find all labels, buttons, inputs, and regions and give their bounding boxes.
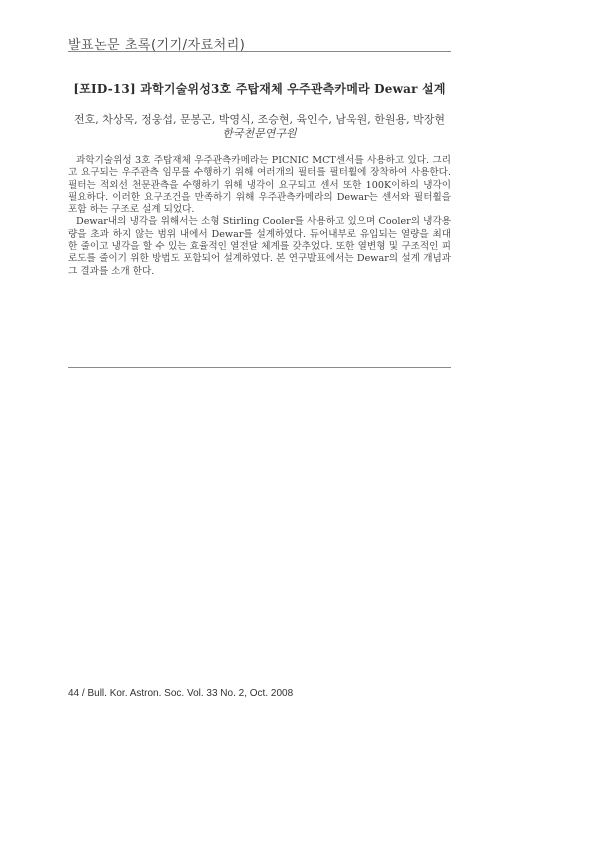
abstract-block (68, 80, 451, 278)
abstract-end-rule (68, 367, 451, 368)
header-rule (68, 51, 451, 52)
page-footer: 44 / Bull. Kor. Astron. Soc. Vol. 33 No. 2, Oct. 2008 (68, 688, 294, 699)
abstract-paragraph-1: 과학기술위성 3호 주탑재체 우주관측카메라는 PICNIC MCT센서를 사용하고 있다. 그리고 요구되는 우주관측 임무를 수행하기 위해 여러개의 필터를 필터휠에 장착하여 사용한다. 필터는 적외선 천문관측을 수행하기 위해 냉각이 요구되고 센서 또한 100K이하의 냉각이 필요하다. 이러한 요구조건을 만족하기 위해 우주관측카메라의 Dewar는 센서와 필터휠을 포함 하는 구조로 설계 되었다. (68, 155, 451, 216)
running-header: 발표논문 초록(기기/자료처리) (68, 38, 246, 53)
abstract-body (68, 155, 451, 278)
author-list: 전호, 차상목, 정웅섭, 문봉곤, 박영식, 조승현, 육인수, 남욱원, 한원용, 박장현 (73, 113, 446, 126)
abstract-title: [포ID-13] 과학기술위성3호 주탑재체 우주관측카메라 Dewar 설계 (73, 82, 446, 96)
abstract-paragraph-2: Dewar내의 냉각을 위해서는 소형 Stirling Cooler를 사용하고 있으며 Cooler의 냉각용량을 초과 하지 않는 범위 내에서 Dewar를 설계하였다. 듀어내부로 유입되는 열량을 최대한 줄이고 냉각을 할 수 있는 효율적인 열전달 체계를 갖추었다. 또한 열변형 및 구조적인 피로도를 줄이기 위한 방법도 포함되어 설계하였다. 본 연구발표에서는 Dewar의 설계 개념과 그 결과를 소개 한다. (68, 216, 451, 277)
affiliation: 한국천문연구원 (222, 127, 297, 140)
